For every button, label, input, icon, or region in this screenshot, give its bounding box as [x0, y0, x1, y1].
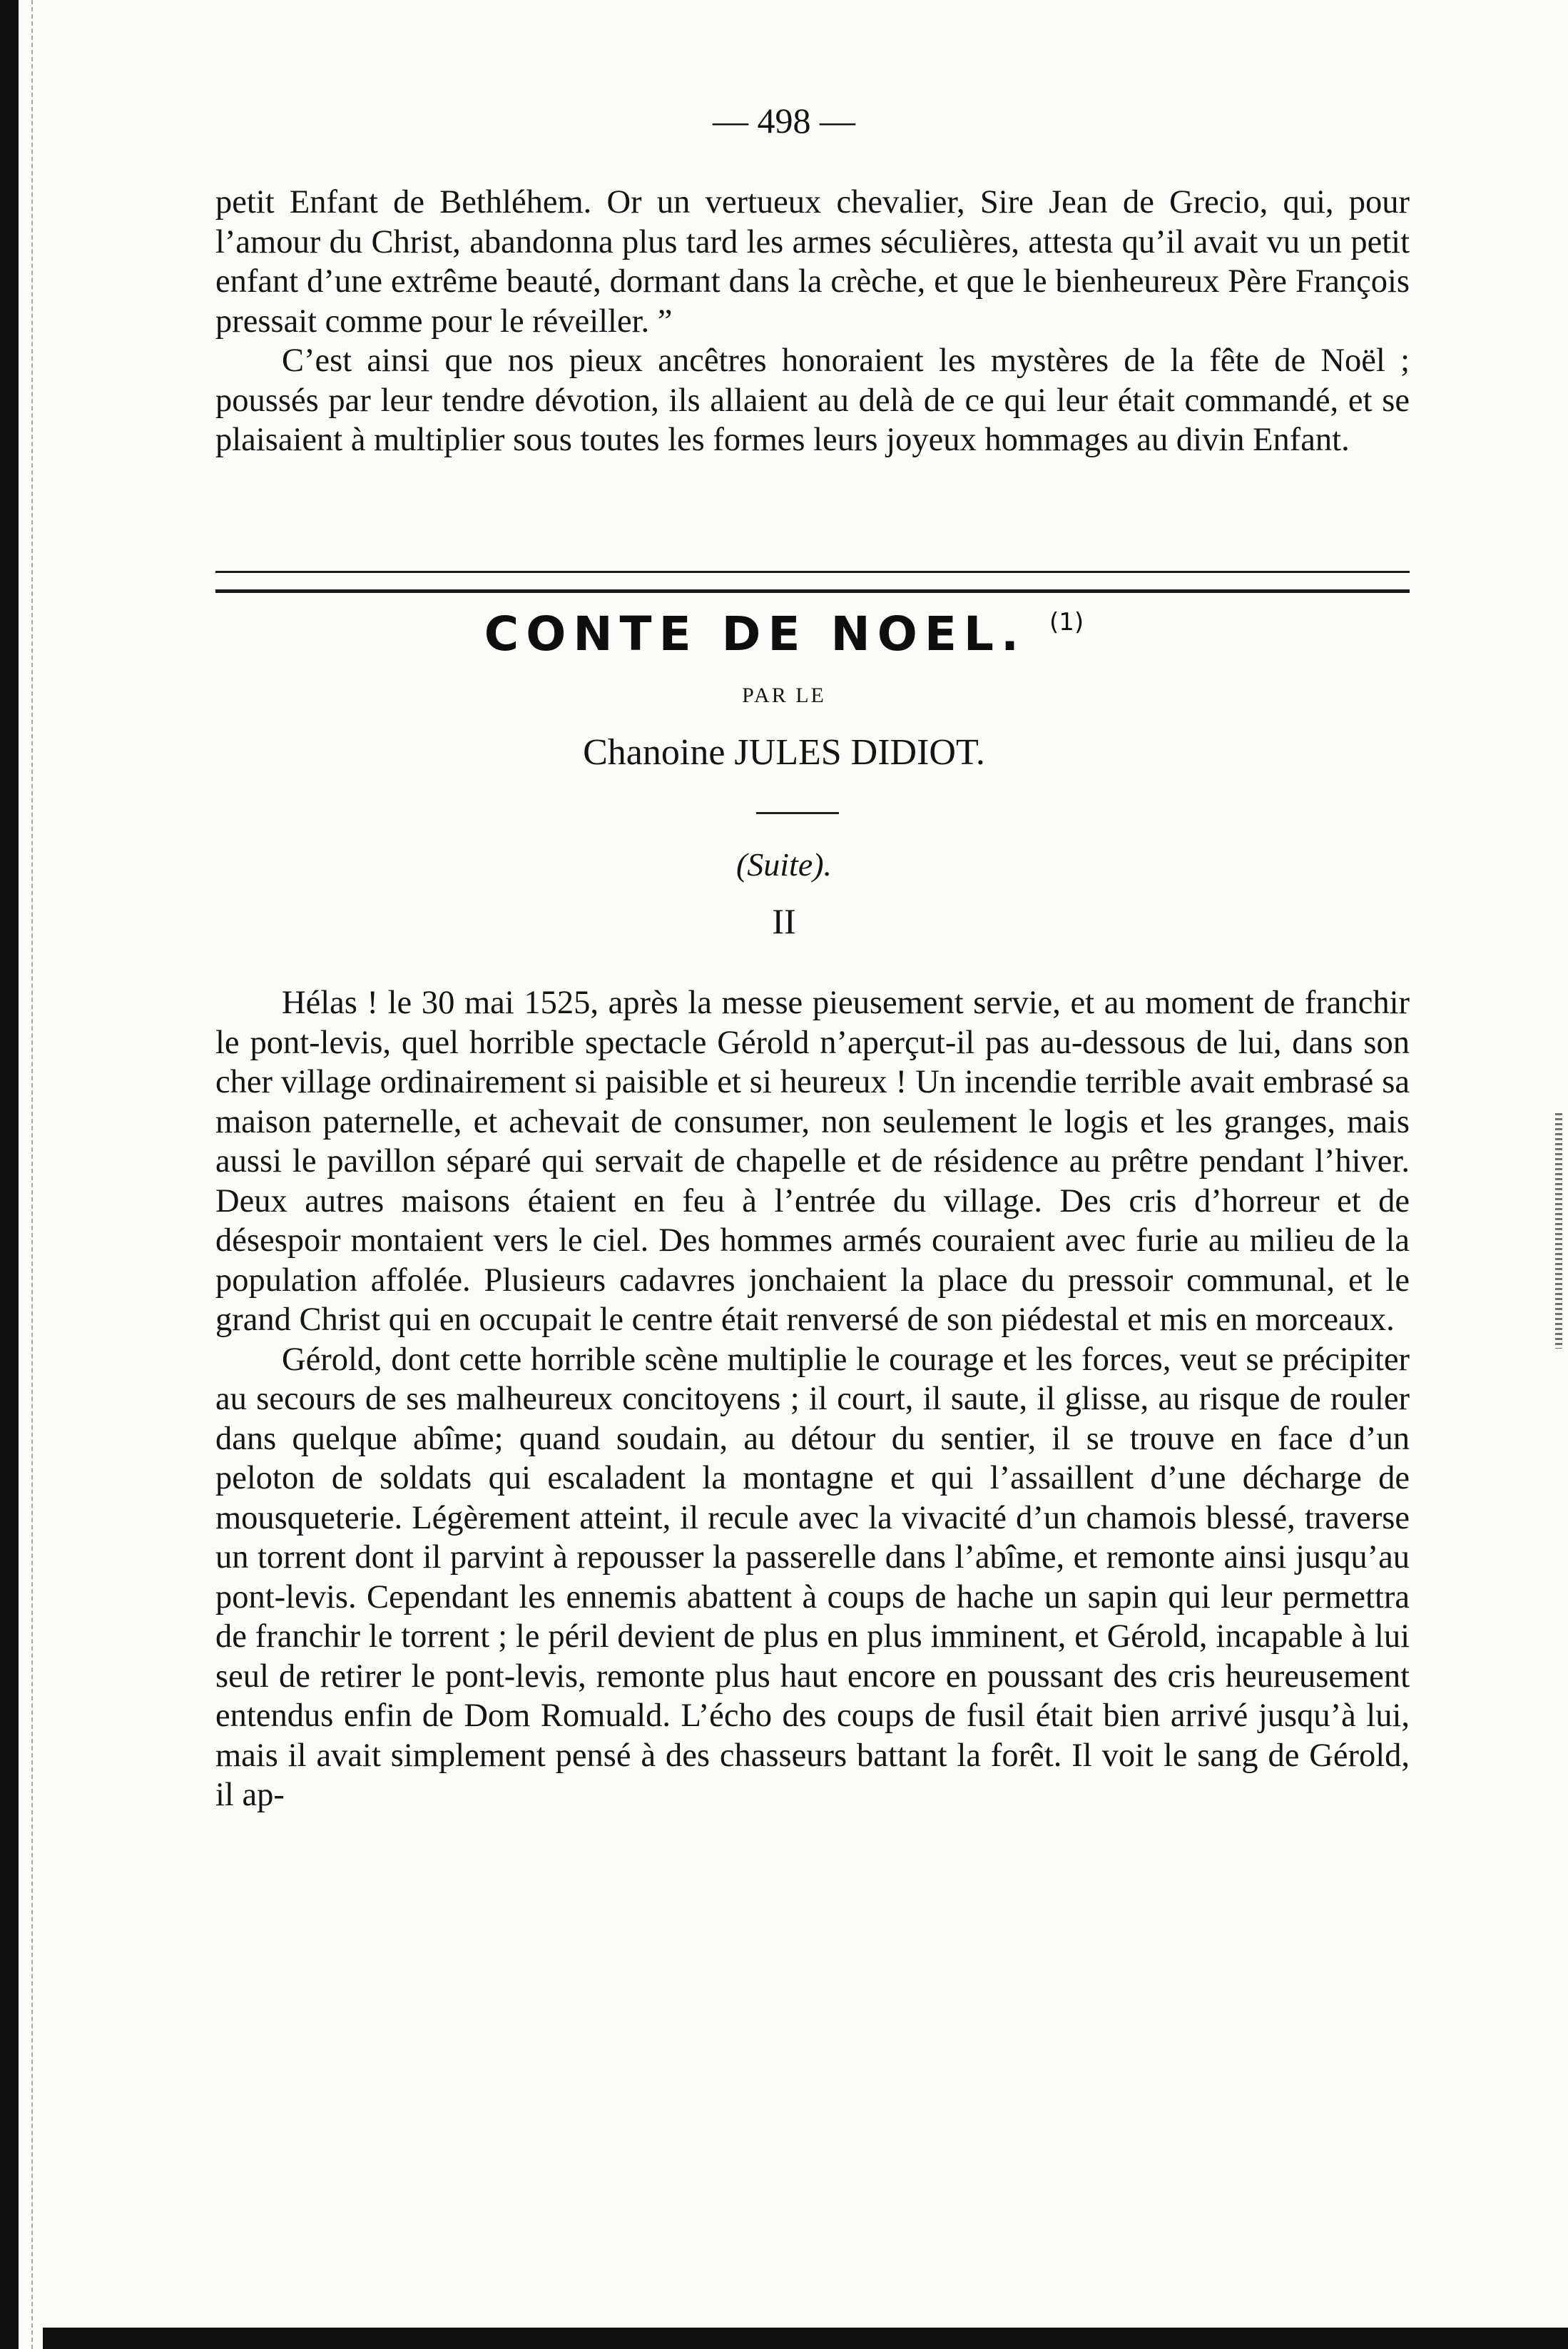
paragraph: Hélas ! le 30 mai 1525, après la messe pieusement servie, et au moment de franchir le pont-levis, quel horrible spectacle Gérold n’aperçut-il pas au-dessous de lui, dans son cher village ordinairement si paisible et si heureux ! Un incendie terrible avait embrasé sa maison paternelle, et achevait de consumer, non seulement le logis et les granges, mais aussi le pavillon séparé qui servait de chapelle et de résidence au prêtre pendant l’hiver. Deux autres maisons étaient en feu à l’entrée du village. Des cris d’horreur et de désespoir montaient vers le ciel. Des hommes armés couraient avec furie au milieu de la population affolée. Plusieurs cadavres jonchaient la place du pressoir communal, et le grand Christ qui en occupait le centre était renversé de son piédestal et mis en morceaux.	[215, 985, 1410, 1338]
author-name: Chanoine JULES DIDIOT.	[583, 732, 985, 773]
byline-prefix: PAR LE	[742, 684, 826, 707]
page-number: — 498 —	[713, 101, 855, 141]
paragraph: petit Enfant de Bethléhem. Or un vertueux chevalier, Sire Jean de Grecio, qui, pour l’amour du Christ, abandonna plus tard les armes séculières, attesta qu’il avait vu un petit enfant d’une extrême beauté, dormant dans la crèche, et que le bienheureux Père François pressait comme pour le réveiller. ”	[215, 184, 1410, 340]
divider-thin	[215, 571, 1410, 573]
preceding-text	[215, 183, 1410, 460]
continued-label: (Suite).	[735, 846, 833, 883]
paragraph: C’est ainsi que nos pieux ancêtres honoraient les mystères de la fête de Noël ; poussés par leur tendre dévotion, ils allaient au delà de ce qui leur était commandé, et se plaisaient à multiplier sous toutes les formes leurs joyeux hommages au divin Enfant.	[215, 343, 1410, 458]
scan-edge-left	[0, 0, 19, 2349]
footnote-mark: (1)	[1049, 608, 1084, 636]
separator-line	[756, 812, 839, 814]
divider-thick	[215, 589, 1410, 593]
article-body	[215, 983, 1410, 1815]
article-title	[0, 607, 1568, 661]
scan-edge-right-marks	[1555, 1113, 1562, 1349]
section-number: II	[772, 901, 796, 941]
article-title-text: CONTE DE NOEL.	[484, 607, 1027, 661]
scan-edge-bottom	[43, 2328, 1568, 2349]
scan-binding-marks	[31, 0, 39, 2349]
paragraph: Gérold, dont cette horrible scène multiplie le courage et les forces, veut se précipiter au secours de ses malheureux concitoyens ; il court, il saute, il glisse, au risque de rouler dans quelque abîme; quand soudain, au détour du sentier, il se trouve en face d’un peloton de soldats qui escaladent la montagne et qui l’assaillent d’une décharge de mousqueterie. Légèrement atteint, il recule avec la vivacité d’un chamois blessé, traverse un torrent dont il parvint à repousser la passerelle dans l’abîme, et remonte ainsi jusqu’au pont-levis. Cependant les ennemis abattent à coups de hache un sapin qui leur permettra de franchir le torrent ; le péril devient de plus en plus imminent, et Gérold, incapable à lui seul de retirer le pont-levis, remonte plus haut encore en poussant des cris heureusement entendus enfin de Dom Romuald. L’écho des coups de fusil était bien arrivé jusqu’à lui, mais il avait simplement pensé à des chasseurs battant la forêt. Il voit le sang de Gérold, il ap-	[215, 1341, 1410, 1813]
